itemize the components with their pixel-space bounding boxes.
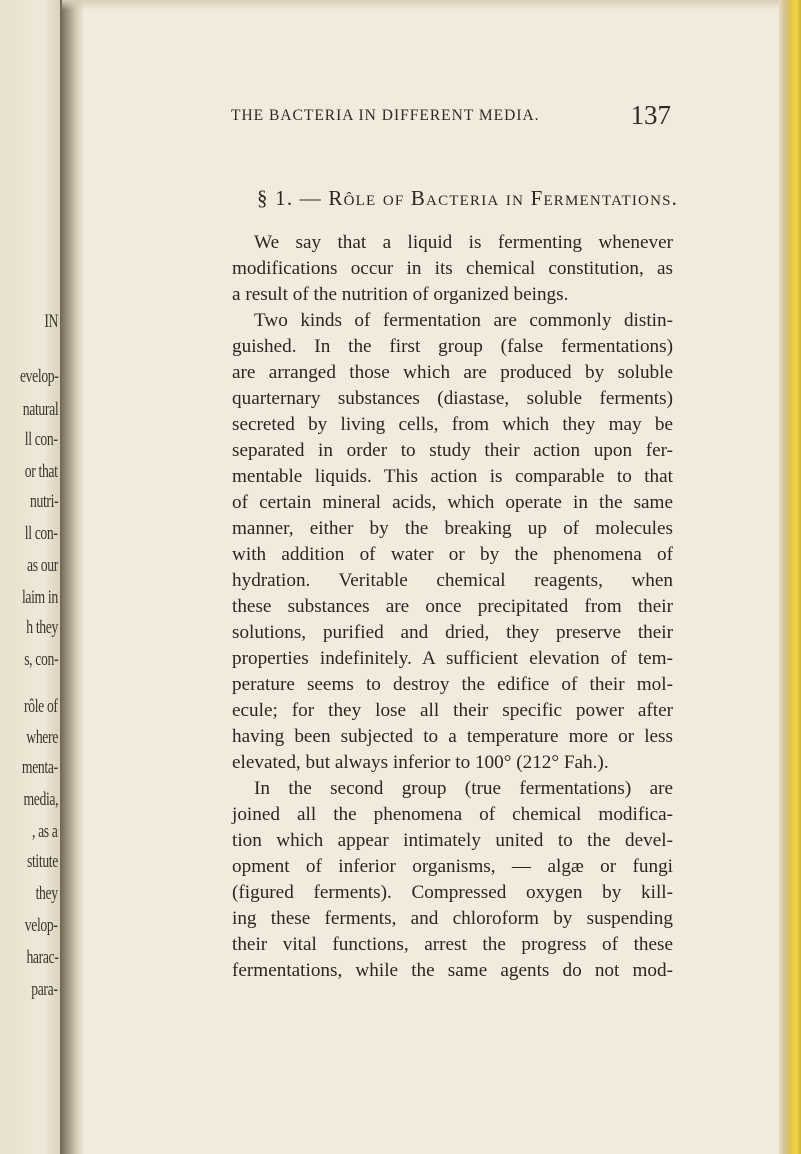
text-line: We say that a liquid is fermenting whenever	[254, 232, 673, 253]
prev-page-fragment: as our	[27, 555, 58, 576]
prev-page-fragment: or that	[25, 461, 58, 482]
text-line: joined all the phenomena of chemical modifica-	[232, 804, 673, 825]
prev-page-fragment: media,	[23, 789, 58, 810]
text-line: manner, either by the breaking up of molecules	[232, 518, 673, 539]
text-line: solutions, purified and dried, they preserve their	[232, 622, 673, 643]
text-line: a result of the nutrition of organized beings.	[232, 284, 569, 305]
text-line: these substances are once precipitated from their	[232, 596, 673, 617]
text-line: properties indefinitely. A sufficient elevation of tem-	[232, 648, 673, 669]
prev-page-fragment: harac-	[25, 947, 58, 968]
text-line: In the second group (true fermentations) are	[254, 778, 673, 799]
prev-page-fragment: rôle of	[24, 696, 58, 717]
prev-page-fragment: where	[26, 727, 58, 748]
prev-page-fragment: natural	[22, 399, 58, 420]
body-text	[232, 230, 673, 984]
prev-page-fragment: ll con-	[25, 429, 58, 450]
running-header	[231, 100, 671, 132]
prev-page-fragment: they	[35, 883, 58, 904]
text-line: modifications occur in its chemical constitution, as	[232, 258, 673, 279]
text-line: secreted by living cells, from which they may be	[232, 414, 673, 435]
text-line: fermentations, while the same agents do not mod-	[232, 960, 673, 981]
text-line: elevated, but always inferior to 100° (212° Fah.).	[232, 752, 609, 773]
prev-page-fragment: stitute	[27, 851, 58, 872]
text-line: tion which appear intimately united to the devel-	[232, 830, 673, 851]
text-line: with addition of water or by the phenomena of	[232, 544, 673, 565]
prev-page-fragment: , as a	[32, 821, 58, 842]
text-line: opment of inferior organisms, — algæ or fungi	[232, 856, 673, 877]
prev-page-fragment: h they	[26, 617, 58, 638]
page-edge	[779, 0, 801, 1154]
text-line: Two kinds of fermentation are commonly distin-	[254, 310, 673, 331]
text-line: guished. In the first group (false fermentations)	[232, 336, 673, 357]
text-line: quarternary substances (diastase, soluble ferments)	[232, 388, 673, 409]
text-line: ing these ferments, and chloroform by suspending	[232, 908, 673, 929]
text-line: their vital functions, arrest the progress of these	[232, 934, 673, 955]
page-number: 137	[630, 100, 671, 130]
previous-page-margin	[0, 0, 62, 1154]
prev-page-fragment: nutri-	[29, 491, 58, 512]
text-line: hydration. Veritable chemical reagents, when	[232, 570, 673, 591]
running-head-title: THE BACTERIA IN DIFFERENT MEDIA.	[231, 107, 540, 124]
text-line: ecule; for they lose all their specific power after	[232, 700, 673, 721]
prev-page-fragment: evelop-	[19, 366, 58, 387]
page-top-shadow	[62, 0, 779, 10]
prev-page-fragment: laim in	[22, 587, 58, 608]
book-gutter	[60, 0, 84, 1154]
prev-page-fragment: IN	[44, 311, 58, 332]
text-line: having been subjected to a temperature more or less	[232, 726, 673, 747]
prev-page-fragment: para-	[31, 979, 58, 1000]
text-line: mentable liquids. This action is comparable to that	[232, 466, 673, 487]
text-line: (figured ferments). Compressed oxygen by kill-	[232, 882, 673, 903]
text-line: perature seems to destroy the edifice of their mol-	[232, 674, 673, 695]
text-line: of certain mineral acids, which operate in the same	[232, 492, 673, 513]
section-heading: § 1. — Rôle of Bacteria in Fermentations.	[257, 186, 679, 210]
text-line: separated in order to study their action upon fer-	[232, 440, 673, 461]
text-line: are arranged those which are produced by soluble	[232, 362, 673, 383]
prev-page-fragment: menta-	[22, 757, 58, 778]
prev-page-fragment: velop-	[25, 915, 58, 936]
prev-page-fragment: s, con-	[24, 649, 58, 670]
prev-page-fragment: ll con-	[25, 523, 58, 544]
